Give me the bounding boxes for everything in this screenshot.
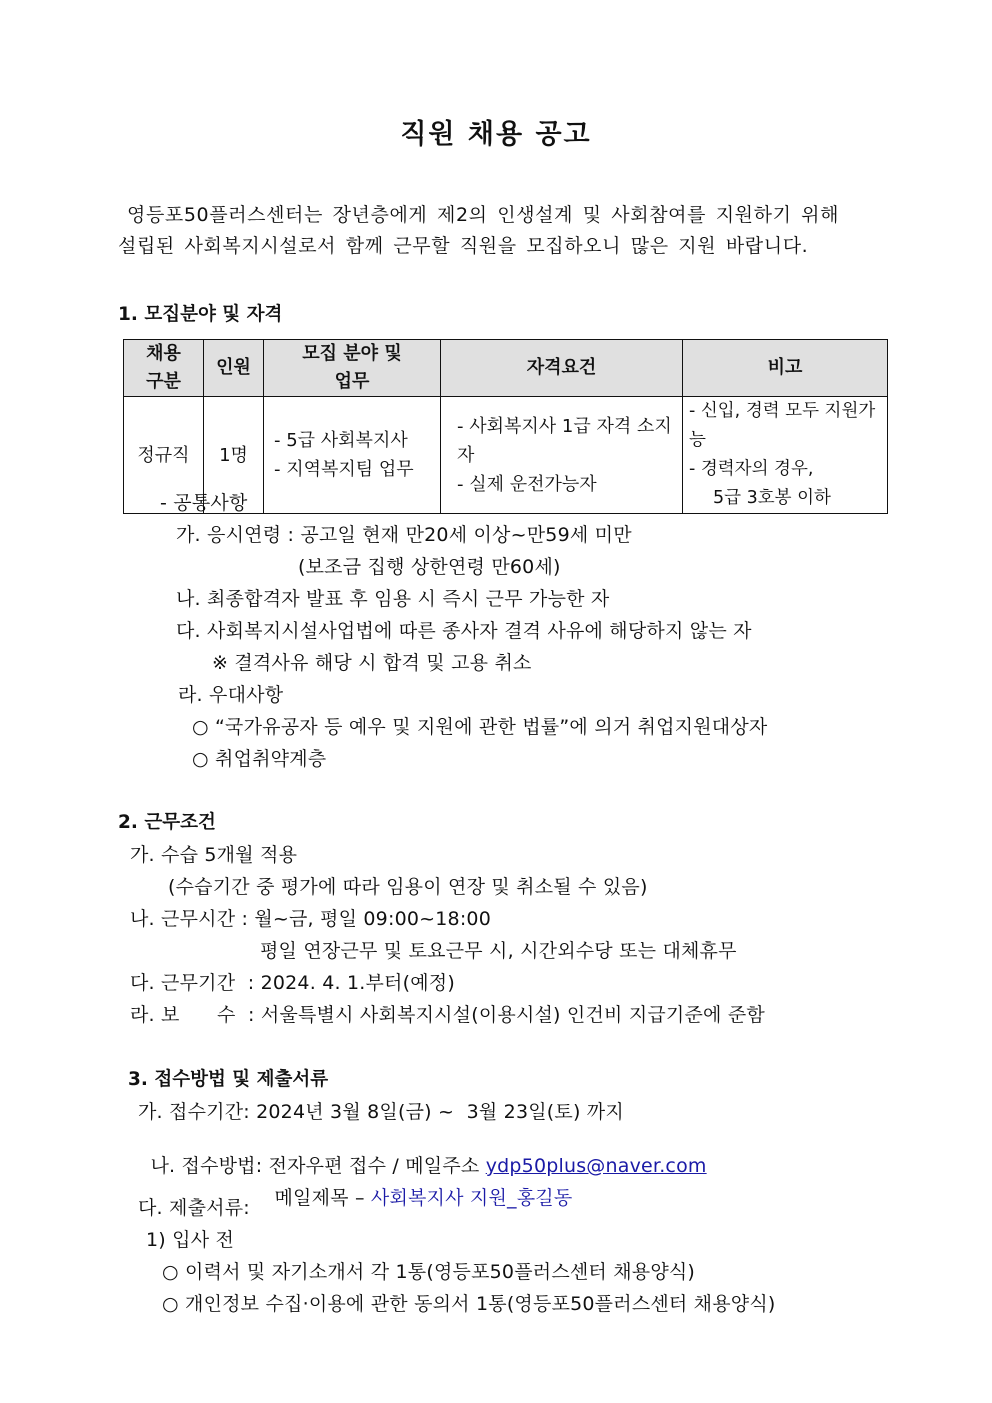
mail-subject-value: 사회복지사 지원_홍길동 [370, 1187, 573, 1209]
mail-subject-label: 메일제목 – [274, 1187, 371, 1209]
intro-line-2: 설립된 사회복지시설로서 함께 근무할 직원을 모집하오니 많은 지원 바랍니다. [118, 235, 809, 257]
documents-before-label: 1) 입사 전 [146, 1229, 235, 1251]
cell-note [683, 397, 888, 514]
note-line-2: - 경력자의 경우, [689, 459, 814, 479]
common-item-age-note: (보조금 집행 상한연령 만60세) [298, 556, 561, 578]
header-note-label: 비고 [767, 357, 803, 378]
cell-type: 정규직 [124, 397, 204, 514]
preference-vulnerable: ○ 취업취약계층 [192, 748, 327, 770]
header-field-line-1: 모집 분야 및 [302, 343, 402, 364]
mail-subject [262, 1161, 572, 1210]
intro-line-1: 영등포50플러스센터는 장년층에게 제2의 인생설계 및 사회참여를 지원하기 위해 [127, 204, 840, 226]
header-field [264, 340, 441, 397]
note-line-1: - 신입, 경력 모두 지원가능 [689, 401, 876, 450]
header-field-line-2: 업무 [334, 371, 370, 392]
application-method-text: 나. 접수방법: 전자우편 접수 / 메일주소 [150, 1155, 486, 1177]
document-item-consent: ○ 개인정보 수집·이용에 관한 동의서 1통(영등포50플러스센터 채용양식) [162, 1293, 776, 1315]
condition-salary: 라. 보 수 : 서울특별시 사회복지시설(이용시설) 인건비 지급기준에 준함 [130, 1004, 765, 1026]
condition-hours: 나. 근무시간 : 월~금, 평일 09:00~18:00 [130, 908, 492, 930]
email-link[interactable]: ydp50plus@naver.com [485, 1155, 707, 1177]
qualification-line-2: - 실제 운전가능자 [457, 473, 597, 495]
field-line-2: - 지역복지팀 업무 [274, 459, 414, 480]
condition-probation-note: (수습기간 중 평가에 따라 임용이 연장 및 취소될 수 있음) [168, 876, 648, 898]
cell-qualification [441, 397, 683, 514]
header-qualification-label: 자격요건 [526, 357, 597, 378]
common-item-availability: 나. 최종합격자 발표 후 임용 시 즉시 근무 가능한 자 [176, 588, 610, 610]
section-1-heading: 1. 모집분야 및 자격 [118, 304, 283, 325]
table-header-row [124, 340, 888, 397]
application-period: 가. 접수기간: 2024년 3월 8일(금) ~ 3월 23일(토) 까지 [138, 1101, 624, 1123]
header-note [683, 340, 888, 397]
cell-field [264, 397, 441, 514]
header-type-line-1: 채용 [146, 343, 181, 364]
page-title: 직원 채용 공고 [400, 119, 592, 150]
common-item-disqualification: 다. 사회복지시설사업법에 따른 종사자 결격 사유에 해당하지 않는 자 [176, 620, 752, 642]
condition-probation: 가. 수습 5개월 적용 [130, 844, 298, 866]
common-item-disqualification-note: ※ 결격사유 해당 시 합격 및 고용 취소 [212, 652, 532, 674]
cell-count: 1명 [204, 397, 264, 514]
common-label: - 공통사항 [160, 492, 248, 514]
preference-veterans: ○ “국가유공자 등 예우 및 지원에 관한 법률”에 의거 취업지원대상자 [192, 716, 768, 738]
note-line-3: 5급 3호봉 이하 [713, 488, 831, 508]
documents-label: 다. 제출서류: [138, 1197, 250, 1219]
section-3-heading: 3. 접수방법 및 제출서류 [128, 1069, 329, 1090]
condition-period: 다. 근무기간 : 2024. 4. 1.부터(예정) [130, 972, 455, 994]
qualification-line-1: - 사회복지사 1급 자격 소지자 [457, 415, 672, 466]
common-item-preference: 라. 우대사항 [178, 684, 284, 706]
section-2-heading: 2. 근무조건 [118, 812, 216, 833]
document-item-resume: ○ 이력서 및 자기소개서 각 1통(영등포50플러스센터 채용양식) [162, 1261, 696, 1283]
header-type-line-2: 구분 [146, 371, 181, 392]
header-type [124, 340, 204, 397]
header-qualification [441, 340, 683, 397]
common-item-age: 가. 응시연령 : 공고일 현재 만20세 이상~만59세 미만 [176, 524, 632, 546]
header-count-label: 인원 [216, 357, 251, 378]
condition-hours-note: 평일 연장근무 및 토요근무 시, 시간외수당 또는 대체휴무 [260, 940, 737, 962]
header-count [204, 340, 264, 397]
field-line-1: - 5급 사회복지사 [274, 430, 408, 451]
